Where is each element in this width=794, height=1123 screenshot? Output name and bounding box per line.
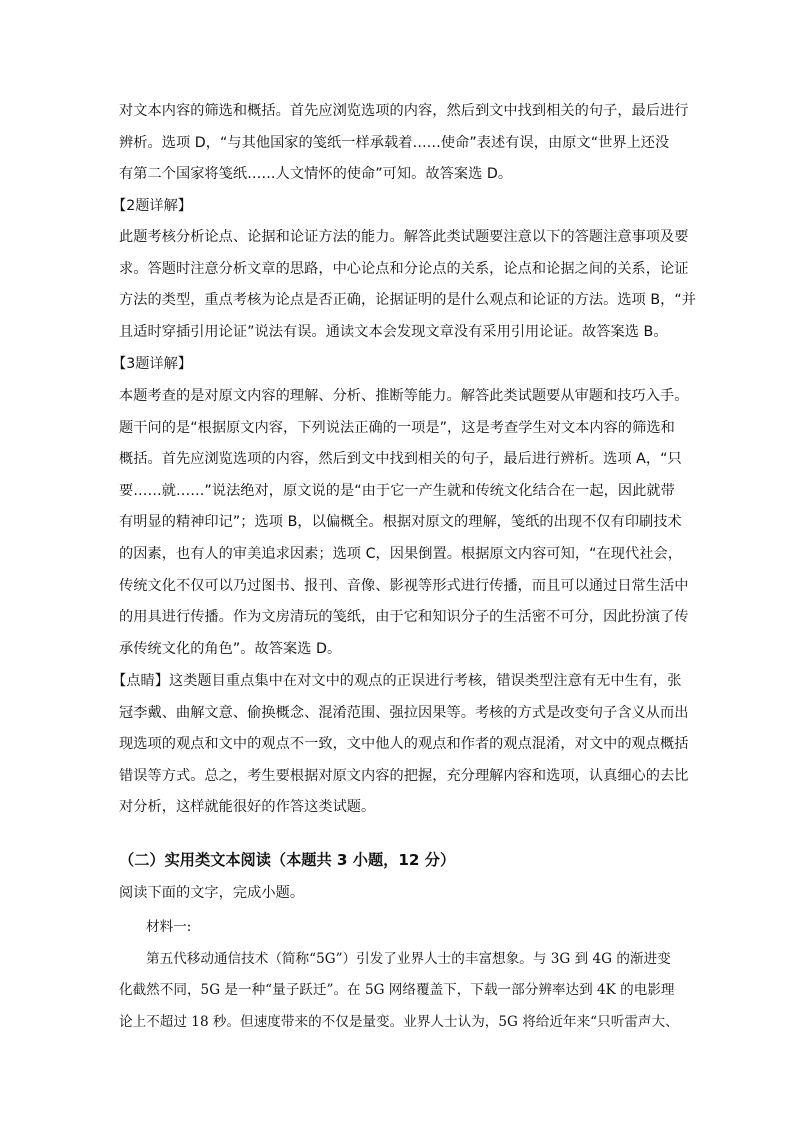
text-line: 方法的类型，重点考核为论点是否正确，论据证明的是什么观点和论证的方法。选项 B，“并 [119, 292, 697, 309]
text-line: 阅读下面的文字，完成小题。 [119, 885, 305, 901]
material-label: 材料一: [146, 919, 192, 935]
text-line: 论上不超过 18 秒。但速度带来的不仅是量变。业界人士认为，5G 将给近年来“只听雷声大、 [119, 1013, 679, 1030]
text-line: 的用具进行传播。作为文房清玩的笺纸，由于它和知识分子的生活密不可分，因此扮演了传 [119, 609, 689, 626]
text-line: 的因素，也有人的审美追求因素；选项 C，因果倒置。根据原文内容可知，“在现代社会， [119, 545, 682, 562]
text-line: 冠李戴、曲解文意、偷换概念、混淆范围、强拉因果等。考核的方式是改变句子含义从而出 [119, 704, 689, 721]
text-line: 现选项的观点和文中的观点不一致，文中他人的观点和作者的观点混淆，对文中的观点概括 [119, 736, 689, 753]
text-line: 承传统文化的角色”。故答案选 D。 [119, 640, 342, 657]
text-line: 求。答题时注意分析文章的思路，中心论点和分论点的关系，论点和论据之间的关系，论证 [119, 260, 689, 277]
text-line: 有第二个国家将笺纸……人文情怀的使命”可知。故答案选 D。 [119, 166, 513, 183]
text-line: 对文本内容的筛选和概括。首先应浏览选项的内容，然后到文中找到相关的句子，最后进行 [119, 103, 689, 119]
text-line: 对分析，这样就能很好的作答这类试题。 [119, 799, 376, 816]
text-line: 此题考核分析论点、论据和论证方法的能力。解答此类试题要注意以下的答题注意事项及要 [119, 229, 689, 245]
text-line: 化截然不同，5G 是一种“量子跃迁”。在 5G 网络覆盖下，下载一部分辨率达到 4K 的电影理 [119, 982, 675, 998]
q3-heading: 【3题详解】 [112, 356, 192, 372]
reading-instruction [119, 878, 679, 910]
text-line: 要……就……”说法绝对，原文说的是“由于它一产生就和传统文化结合在一起，因此就带 [119, 482, 675, 499]
text-line: 辨析。选项 D，“与其他国家的笺纸一样承载着……使命”表述有误，由原文“世界上还没 [119, 134, 670, 151]
q1-answer-tail [119, 96, 689, 191]
material-one [119, 912, 689, 1038]
text-line: 第五代移动通信技术（简称“5G”）引发了业界人士的丰富想象。与 3G 到 4G 的渐进变 [146, 950, 671, 967]
section-title: （二）实用类文本阅读（本题共 3 小题，12 分） [119, 851, 456, 869]
q2-explanation [119, 222, 697, 348]
q2-heading: 【2题详解】 [112, 198, 192, 214]
text-line: 概括。首先应浏览选项的内容，然后到文中找到相关的句子，最后进行辨析。选项 A，“只 [119, 451, 682, 468]
text-line: 传统文化不仅可以乃过图书、报刊、音像、影视等形式进行传播，而且可以通过日常生活中 [119, 577, 689, 594]
text-line: 且适时穿插引用论证”说法有误。通读文本会发现文章没有采用引用论证。故答案选 B。 [119, 323, 668, 340]
text-line: 错误等方式。总之，考生要根据对原文内容的把握，充分理解内容和选项，认真细心的去比 [119, 767, 689, 784]
key-point-note [112, 666, 689, 824]
text-line: 本题考查的是对原文内容的理解、分析、推断等能力。解答此类试题要从审题和技巧入手。 [119, 388, 689, 404]
text-line: 【点睛】这类题目重点集中在对文中的观点的正误进行考核，错误类型注意有无中生有，张 [112, 673, 682, 689]
q3-explanation [119, 381, 689, 665]
text-line: 题干问的是“根据原文内容，下列说法正确的一项是”，这是考查学生对文本内容的筛选和 [119, 419, 675, 436]
text-line: 有明显的精神印记”；选项 B，以偏概全。根据对原文的理解，笺纸的出现不仅有印刷技术 [119, 514, 682, 531]
